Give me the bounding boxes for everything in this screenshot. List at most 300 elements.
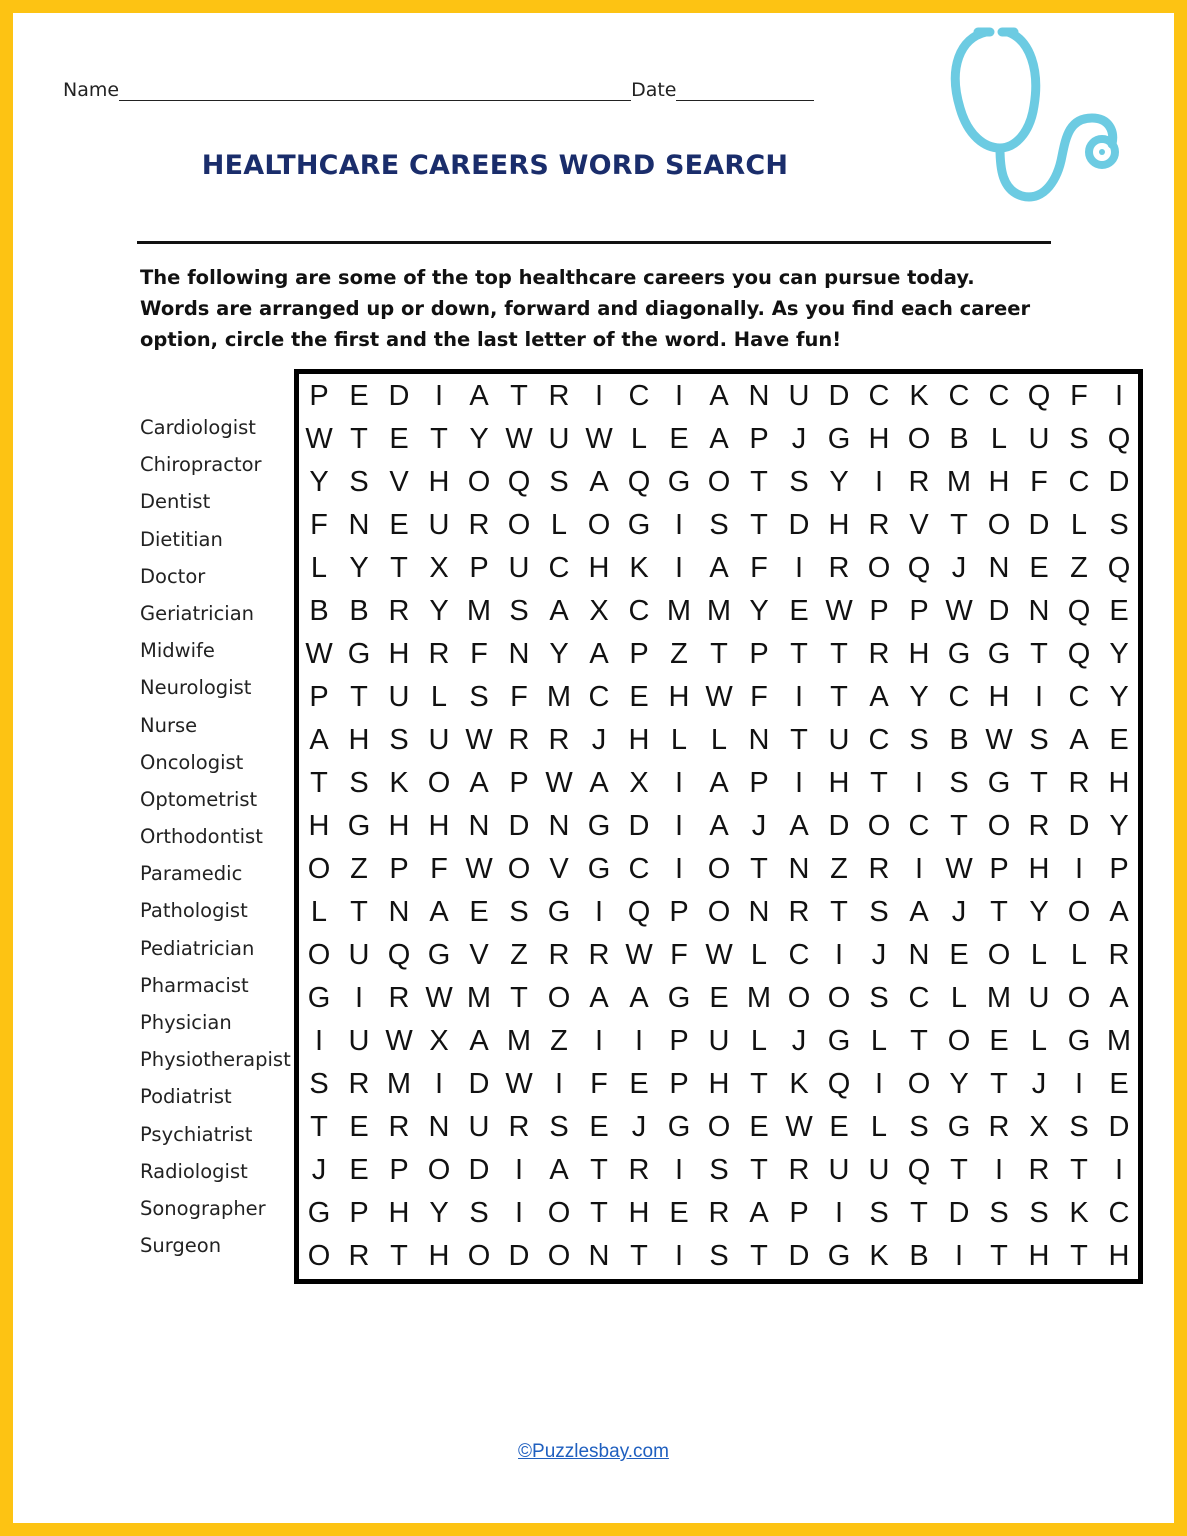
grid-letter[interactable]: N bbox=[548, 810, 570, 842]
grid-letter[interactable]: T bbox=[750, 1240, 768, 1272]
grid-letter[interactable]: I bbox=[434, 1068, 444, 1100]
grid-letter[interactable]: S bbox=[909, 1111, 929, 1143]
grid-letter[interactable]: C bbox=[1068, 466, 1090, 498]
grid-letter[interactable]: Z bbox=[830, 853, 848, 885]
grid-letter[interactable]: Y bbox=[1029, 896, 1049, 928]
grid-letter[interactable]: S bbox=[469, 681, 489, 713]
grid-letter[interactable]: S bbox=[709, 509, 729, 541]
grid-letter[interactable]: I bbox=[794, 767, 804, 799]
grid-letter[interactable]: R bbox=[548, 724, 570, 756]
grid-letter[interactable]: M bbox=[546, 681, 572, 713]
grid-letter[interactable]: A bbox=[629, 982, 649, 1014]
grid-letter[interactable]: H bbox=[588, 552, 610, 584]
grid-letter[interactable]: P bbox=[749, 423, 769, 455]
grid-letter[interactable]: S bbox=[909, 724, 929, 756]
grid-letter[interactable]: E bbox=[749, 1111, 769, 1143]
grid-letter[interactable]: S bbox=[869, 982, 889, 1014]
grid-letter[interactable]: K bbox=[1069, 1197, 1089, 1229]
grid-letter[interactable]: I bbox=[674, 1240, 684, 1272]
grid-letter[interactable]: T bbox=[710, 638, 728, 670]
grid-letter[interactable]: B bbox=[949, 724, 969, 756]
grid-letter[interactable]: O bbox=[307, 939, 331, 971]
grid-letter[interactable]: F bbox=[590, 1068, 608, 1100]
grid-letter[interactable]: O bbox=[707, 896, 731, 928]
grid-letter[interactable]: G bbox=[627, 509, 651, 541]
grid-letter[interactable]: C bbox=[1108, 1197, 1130, 1229]
grid-letter[interactable]: T bbox=[790, 638, 808, 670]
grid-letter[interactable]: Q bbox=[827, 1068, 851, 1100]
grid-letter[interactable]: O bbox=[987, 939, 1011, 971]
grid-letter[interactable]: T bbox=[990, 1240, 1008, 1272]
grid-letter[interactable]: I bbox=[594, 380, 604, 412]
grid-letter[interactable]: L bbox=[950, 982, 968, 1014]
grid-letter[interactable]: R bbox=[868, 638, 890, 670]
grid-letter[interactable]: D bbox=[1108, 1111, 1130, 1143]
grid-letter[interactable]: R bbox=[348, 1068, 370, 1100]
grid-letter[interactable]: E bbox=[349, 1154, 369, 1186]
grid-letter[interactable]: P bbox=[789, 1197, 809, 1229]
grid-letter[interactable]: E bbox=[389, 509, 409, 541]
grid-letter[interactable]: A bbox=[709, 767, 729, 799]
grid-letter[interactable]: O bbox=[427, 767, 451, 799]
grid-letter[interactable]: Z bbox=[1070, 552, 1088, 584]
grid-letter[interactable]: W bbox=[705, 681, 733, 713]
grid-letter[interactable]: Q bbox=[907, 552, 931, 584]
grid-letter[interactable]: A bbox=[469, 1025, 489, 1057]
grid-letter[interactable]: W bbox=[705, 939, 733, 971]
grid-letter[interactable]: U bbox=[708, 1025, 730, 1057]
grid-letter[interactable]: O bbox=[707, 466, 731, 498]
grid-letter[interactable]: A bbox=[709, 810, 729, 842]
grid-letter[interactable]: A bbox=[549, 1154, 569, 1186]
grid-letter[interactable]: O bbox=[547, 1240, 571, 1272]
grid-letter[interactable]: E bbox=[349, 1111, 369, 1143]
grid-letter[interactable]: Y bbox=[1109, 810, 1129, 842]
grid-letter[interactable]: E bbox=[989, 1025, 1009, 1057]
grid-letter[interactable]: U bbox=[508, 552, 530, 584]
grid-letter[interactable]: Y bbox=[549, 638, 569, 670]
grid-letter[interactable]: K bbox=[629, 552, 649, 584]
grid-letter[interactable]: E bbox=[1109, 1068, 1129, 1100]
grid-letter[interactable]: W bbox=[385, 1025, 413, 1057]
grid-letter[interactable]: D bbox=[828, 810, 850, 842]
grid-letter[interactable]: S bbox=[869, 1197, 889, 1229]
grid-letter[interactable]: T bbox=[430, 423, 448, 455]
grid-letter[interactable]: W bbox=[985, 724, 1013, 756]
grid-letter[interactable]: O bbox=[427, 1154, 451, 1186]
grid-letter[interactable]: Y bbox=[949, 1068, 969, 1100]
grid-letter[interactable]: T bbox=[310, 1111, 328, 1143]
grid-letter[interactable]: C bbox=[588, 681, 610, 713]
grid-letter[interactable]: O bbox=[1067, 896, 1091, 928]
grid-letter[interactable]: D bbox=[508, 810, 530, 842]
grid-letter[interactable]: H bbox=[1028, 1240, 1050, 1272]
grid-letter[interactable]: L bbox=[310, 552, 328, 584]
grid-letter[interactable]: T bbox=[590, 1154, 608, 1186]
grid-letter[interactable]: C bbox=[628, 595, 650, 627]
grid-letter[interactable]: A bbox=[749, 1197, 769, 1229]
grid-letter[interactable]: R bbox=[428, 638, 450, 670]
grid-letter[interactable]: T bbox=[390, 552, 408, 584]
grid-letter[interactable]: R bbox=[348, 1240, 370, 1272]
grid-letter[interactable]: I bbox=[434, 380, 444, 412]
grid-letter[interactable]: Q bbox=[507, 466, 531, 498]
grid-letter[interactable]: R bbox=[788, 1154, 810, 1186]
grid-letter[interactable]: R bbox=[388, 595, 410, 627]
grid-letter[interactable]: W bbox=[305, 638, 333, 670]
grid-letter[interactable]: Y bbox=[429, 1197, 449, 1229]
grid-letter[interactable]: E bbox=[829, 1111, 849, 1143]
grid-letter[interactable]: C bbox=[548, 552, 570, 584]
grid-letter[interactable]: O bbox=[707, 1111, 731, 1143]
grid-letter[interactable]: P bbox=[669, 1025, 689, 1057]
grid-letter[interactable]: G bbox=[667, 466, 691, 498]
grid-letter[interactable]: P bbox=[749, 638, 769, 670]
grid-letter[interactable]: T bbox=[750, 1154, 768, 1186]
grid-letter[interactable]: Q bbox=[627, 896, 651, 928]
grid-letter[interactable]: S bbox=[1029, 724, 1049, 756]
grid-letter[interactable]: I bbox=[634, 1025, 644, 1057]
grid-letter[interactable]: P bbox=[509, 767, 529, 799]
grid-letter[interactable]: A bbox=[309, 724, 329, 756]
grid-letter[interactable]: C bbox=[628, 380, 650, 412]
footer-link[interactable]: ©Puzzlesbay.com bbox=[518, 1441, 669, 1462]
grid-letter[interactable]: T bbox=[350, 681, 368, 713]
grid-letter[interactable]: Q bbox=[907, 1154, 931, 1186]
grid-letter[interactable]: H bbox=[628, 1197, 650, 1229]
grid-letter[interactable]: U bbox=[1028, 423, 1050, 455]
grid-letter[interactable]: W bbox=[505, 423, 533, 455]
grid-letter[interactable]: Q bbox=[1067, 595, 1091, 627]
grid-letter[interactable]: T bbox=[990, 896, 1008, 928]
grid-letter[interactable]: I bbox=[674, 1154, 684, 1186]
grid-letter[interactable]: O bbox=[907, 1068, 931, 1100]
grid-letter[interactable]: A bbox=[589, 982, 609, 1014]
grid-letter[interactable]: F bbox=[750, 681, 768, 713]
grid-letter[interactable]: F bbox=[1030, 466, 1048, 498]
grid-letter[interactable]: S bbox=[869, 896, 889, 928]
grid-letter[interactable]: I bbox=[834, 939, 844, 971]
grid-letter[interactable]: T bbox=[830, 896, 848, 928]
grid-letter[interactable]: E bbox=[709, 982, 729, 1014]
grid-letter[interactable]: C bbox=[908, 810, 930, 842]
grid-letter[interactable]: E bbox=[469, 896, 489, 928]
grid-letter[interactable]: B bbox=[349, 595, 369, 627]
grid-letter[interactable]: I bbox=[314, 1025, 324, 1057]
grid-letter[interactable]: G bbox=[1067, 1025, 1091, 1057]
grid-letter[interactable]: N bbox=[348, 509, 370, 541]
grid-letter[interactable]: N bbox=[588, 1240, 610, 1272]
grid-letter[interactable]: V bbox=[469, 939, 489, 971]
grid-letter[interactable]: G bbox=[347, 638, 371, 670]
grid-letter[interactable]: W bbox=[425, 982, 453, 1014]
grid-letter[interactable]: K bbox=[869, 1240, 889, 1272]
grid-letter[interactable]: J bbox=[791, 1025, 807, 1057]
grid-letter[interactable]: G bbox=[307, 1197, 331, 1229]
grid-letter[interactable]: G bbox=[987, 767, 1011, 799]
grid-letter[interactable]: Y bbox=[909, 681, 929, 713]
grid-letter[interactable]: C bbox=[948, 380, 970, 412]
grid-letter[interactable]: V bbox=[549, 853, 569, 885]
grid-letter[interactable]: R bbox=[828, 552, 850, 584]
grid-letter[interactable]: T bbox=[1030, 767, 1048, 799]
grid-letter[interactable]: W bbox=[825, 595, 853, 627]
grid-letter[interactable]: T bbox=[950, 810, 968, 842]
grid-letter[interactable]: C bbox=[1068, 681, 1090, 713]
grid-letter[interactable]: J bbox=[631, 1111, 647, 1143]
grid-letter[interactable]: O bbox=[707, 853, 731, 885]
grid-letter[interactable]: O bbox=[867, 810, 891, 842]
grid-letter[interactable]: H bbox=[428, 466, 450, 498]
grid-letter[interactable]: V bbox=[389, 466, 409, 498]
grid-letter[interactable]: M bbox=[946, 466, 972, 498]
grid-letter[interactable]: L bbox=[1070, 939, 1088, 971]
grid-letter[interactable]: T bbox=[870, 767, 888, 799]
grid-letter[interactable]: S bbox=[389, 724, 409, 756]
grid-letter[interactable]: O bbox=[987, 810, 1011, 842]
grid-letter[interactable]: P bbox=[1109, 853, 1129, 885]
grid-letter[interactable]: M bbox=[386, 1068, 412, 1100]
grid-letter[interactable]: U bbox=[788, 380, 810, 412]
grid-letter[interactable]: H bbox=[628, 724, 650, 756]
grid-letter[interactable]: S bbox=[1069, 1111, 1089, 1143]
grid-letter[interactable]: T bbox=[1070, 1154, 1088, 1186]
grid-letter[interactable]: Q bbox=[1027, 380, 1051, 412]
grid-letter[interactable]: I bbox=[1034, 681, 1044, 713]
grid-letter[interactable]: M bbox=[706, 595, 732, 627]
grid-letter[interactable]: E bbox=[389, 423, 409, 455]
grid-letter[interactable]: O bbox=[467, 1240, 491, 1272]
grid-letter[interactable]: I bbox=[794, 552, 804, 584]
grid-letter[interactable]: T bbox=[750, 466, 768, 498]
grid-letter[interactable]: H bbox=[868, 423, 890, 455]
grid-letter[interactable]: D bbox=[988, 595, 1010, 627]
grid-letter[interactable]: G bbox=[827, 1240, 851, 1272]
grid-letter[interactable]: O bbox=[827, 982, 851, 1014]
grid-letter[interactable]: W bbox=[505, 1068, 533, 1100]
grid-letter[interactable]: M bbox=[506, 1025, 532, 1057]
grid-letter[interactable]: D bbox=[828, 380, 850, 412]
grid-letter[interactable]: X bbox=[589, 595, 609, 627]
grid-letter[interactable]: O bbox=[547, 1197, 571, 1229]
grid-letter[interactable]: L bbox=[990, 423, 1008, 455]
grid-letter[interactable]: P bbox=[909, 595, 929, 627]
grid-letter[interactable]: W bbox=[545, 767, 573, 799]
grid-letter[interactable]: F bbox=[430, 853, 448, 885]
grid-letter[interactable]: S bbox=[549, 466, 569, 498]
grid-letter[interactable]: A bbox=[589, 767, 609, 799]
grid-letter[interactable]: R bbox=[628, 1154, 650, 1186]
grid-letter[interactable]: D bbox=[628, 810, 650, 842]
grid-letter[interactable]: P bbox=[629, 638, 649, 670]
grid-letter[interactable]: T bbox=[750, 509, 768, 541]
grid-letter[interactable]: F bbox=[1070, 380, 1088, 412]
grid-letter[interactable]: T bbox=[830, 681, 848, 713]
grid-letter[interactable]: A bbox=[469, 380, 489, 412]
grid-letter[interactable]: A bbox=[429, 896, 449, 928]
grid-letter[interactable]: N bbox=[748, 380, 770, 412]
grid-letter[interactable]: I bbox=[514, 1154, 524, 1186]
grid-letter[interactable]: C bbox=[988, 380, 1010, 412]
grid-letter[interactable]: H bbox=[428, 1240, 450, 1272]
grid-letter[interactable]: E bbox=[349, 380, 369, 412]
grid-letter[interactable]: U bbox=[348, 939, 370, 971]
grid-letter[interactable]: G bbox=[307, 982, 331, 1014]
grid-letter[interactable]: O bbox=[547, 982, 571, 1014]
grid-letter[interactable]: Z bbox=[350, 853, 368, 885]
grid-letter[interactable]: Z bbox=[510, 939, 528, 971]
grid-letter[interactable]: W bbox=[945, 595, 973, 627]
grid-letter[interactable]: S bbox=[709, 1240, 729, 1272]
grid-letter[interactable]: S bbox=[469, 1197, 489, 1229]
grid-letter[interactable]: S bbox=[709, 1154, 729, 1186]
grid-letter[interactable]: I bbox=[1074, 1068, 1084, 1100]
grid-letter[interactable]: O bbox=[507, 853, 531, 885]
grid-letter[interactable]: S bbox=[949, 767, 969, 799]
grid-letter[interactable]: F bbox=[310, 509, 328, 541]
grid-letter[interactable]: I bbox=[674, 509, 684, 541]
grid-letter[interactable]: A bbox=[1109, 896, 1129, 928]
grid-letter[interactable]: O bbox=[307, 853, 331, 885]
grid-letter[interactable]: N bbox=[748, 896, 770, 928]
grid-letter[interactable]: I bbox=[554, 1068, 564, 1100]
grid-letter[interactable]: H bbox=[388, 810, 410, 842]
grid-letter[interactable]: D bbox=[388, 380, 410, 412]
grid-letter[interactable]: Y bbox=[469, 423, 489, 455]
grid-letter[interactable]: E bbox=[589, 1111, 609, 1143]
grid-letter[interactable]: E bbox=[1109, 724, 1129, 756]
grid-letter[interactable]: R bbox=[988, 1111, 1010, 1143]
grid-letter[interactable]: O bbox=[507, 509, 531, 541]
grid-letter[interactable]: R bbox=[388, 982, 410, 1014]
grid-letter[interactable]: T bbox=[1030, 638, 1048, 670]
grid-letter[interactable]: S bbox=[989, 1197, 1009, 1229]
grid-letter[interactable]: X bbox=[429, 552, 449, 584]
grid-letter[interactable]: Z bbox=[670, 638, 688, 670]
grid-letter[interactable]: G bbox=[427, 939, 451, 971]
grid-letter[interactable]: O bbox=[987, 509, 1011, 541]
grid-letter[interactable]: U bbox=[428, 509, 450, 541]
grid-letter[interactable]: G bbox=[947, 1111, 971, 1143]
grid-letter[interactable]: W bbox=[465, 724, 493, 756]
grid-letter[interactable]: I bbox=[954, 1240, 964, 1272]
grid-letter[interactable]: L bbox=[1070, 509, 1088, 541]
grid-letter[interactable]: B bbox=[949, 423, 969, 455]
grid-letter[interactable]: G bbox=[827, 1025, 851, 1057]
grid-letter[interactable]: L bbox=[630, 423, 648, 455]
grid-letter[interactable]: R bbox=[788, 896, 810, 928]
grid-letter[interactable]: D bbox=[1028, 509, 1050, 541]
grid-letter[interactable]: W bbox=[305, 423, 333, 455]
grid-letter[interactable]: Y bbox=[309, 466, 329, 498]
grid-letter[interactable]: Q bbox=[1067, 638, 1091, 670]
grid-letter[interactable]: R bbox=[868, 853, 890, 885]
grid-letter[interactable]: J bbox=[751, 810, 767, 842]
grid-letter[interactable]: E bbox=[789, 595, 809, 627]
grid-letter[interactable]: T bbox=[750, 1068, 768, 1100]
grid-letter[interactable]: I bbox=[1074, 853, 1084, 885]
grid-letter[interactable]: T bbox=[350, 423, 368, 455]
grid-letter[interactable]: N bbox=[788, 853, 810, 885]
grid-letter[interactable]: U bbox=[548, 423, 570, 455]
grid-letter[interactable]: Y bbox=[1109, 638, 1129, 670]
grid-letter[interactable]: I bbox=[594, 896, 604, 928]
grid-letter[interactable]: L bbox=[1030, 1025, 1048, 1057]
grid-letter[interactable]: W bbox=[945, 853, 973, 885]
grid-letter[interactable]: A bbox=[909, 896, 929, 928]
grid-letter[interactable]: P bbox=[749, 767, 769, 799]
grid-letter[interactable]: C bbox=[948, 681, 970, 713]
grid-letter[interactable]: D bbox=[468, 1154, 490, 1186]
grid-letter[interactable]: X bbox=[1029, 1111, 1049, 1143]
grid-letter[interactable]: Y bbox=[749, 595, 769, 627]
grid-letter[interactable]: H bbox=[1108, 767, 1130, 799]
grid-letter[interactable]: H bbox=[988, 466, 1010, 498]
grid-letter[interactable]: E bbox=[629, 1068, 649, 1100]
grid-letter[interactable]: R bbox=[1028, 1154, 1050, 1186]
grid-letter[interactable]: R bbox=[1028, 810, 1050, 842]
grid-letter[interactable]: D bbox=[788, 1240, 810, 1272]
grid-letter[interactable]: U bbox=[468, 1111, 490, 1143]
grid-letter[interactable]: N bbox=[428, 1111, 450, 1143]
grid-letter[interactable]: D bbox=[948, 1197, 970, 1229]
grid-letter[interactable]: F bbox=[470, 638, 488, 670]
grid-letter[interactable]: L bbox=[870, 1111, 888, 1143]
grid-letter[interactable]: L bbox=[710, 724, 728, 756]
grid-letter[interactable]: C bbox=[628, 853, 650, 885]
grid-letter[interactable]: J bbox=[591, 724, 607, 756]
grid-letter[interactable]: O bbox=[907, 423, 931, 455]
grid-letter[interactable]: H bbox=[668, 681, 690, 713]
grid-letter[interactable]: R bbox=[388, 1111, 410, 1143]
grid-letter[interactable]: W bbox=[585, 423, 613, 455]
grid-letter[interactable]: L bbox=[750, 1025, 768, 1057]
grid-letter[interactable]: T bbox=[630, 1240, 648, 1272]
grid-letter[interactable]: P bbox=[389, 1154, 409, 1186]
grid-letter[interactable]: U bbox=[348, 1025, 370, 1057]
grid-letter[interactable]: R bbox=[468, 509, 490, 541]
grid-letter[interactable]: G bbox=[667, 982, 691, 1014]
grid-letter[interactable]: J bbox=[791, 423, 807, 455]
grid-letter[interactable]: X bbox=[629, 767, 649, 799]
grid-letter[interactable]: G bbox=[347, 810, 371, 842]
grid-letter[interactable]: I bbox=[874, 1068, 884, 1100]
grid-letter[interactable]: I bbox=[354, 982, 364, 1014]
grid-letter[interactable]: I bbox=[994, 1154, 1004, 1186]
grid-letter[interactable]: P bbox=[349, 1197, 369, 1229]
grid-letter[interactable]: F bbox=[670, 939, 688, 971]
grid-letter[interactable]: T bbox=[790, 724, 808, 756]
grid-letter[interactable]: S bbox=[509, 595, 529, 627]
grid-letter[interactable]: I bbox=[1114, 380, 1124, 412]
grid-letter[interactable]: U bbox=[1028, 982, 1050, 1014]
grid-letter[interactable]: Y bbox=[829, 466, 849, 498]
grid-letter[interactable]: G bbox=[587, 853, 611, 885]
grid-letter[interactable]: S bbox=[1109, 509, 1129, 541]
grid-letter[interactable]: I bbox=[914, 767, 924, 799]
grid-letter[interactable]: R bbox=[708, 1197, 730, 1229]
grid-letter[interactable]: T bbox=[390, 1240, 408, 1272]
grid-letter[interactable]: H bbox=[1028, 853, 1050, 885]
grid-letter[interactable]: R bbox=[1108, 939, 1130, 971]
grid-letter[interactable]: D bbox=[508, 1240, 530, 1272]
grid-letter[interactable]: E bbox=[1029, 552, 1049, 584]
grid-letter[interactable]: I bbox=[674, 380, 684, 412]
grid-letter[interactable]: Y bbox=[349, 552, 369, 584]
grid-letter[interactable]: I bbox=[674, 552, 684, 584]
grid-letter[interactable]: K bbox=[909, 380, 929, 412]
grid-letter[interactable]: H bbox=[428, 810, 450, 842]
